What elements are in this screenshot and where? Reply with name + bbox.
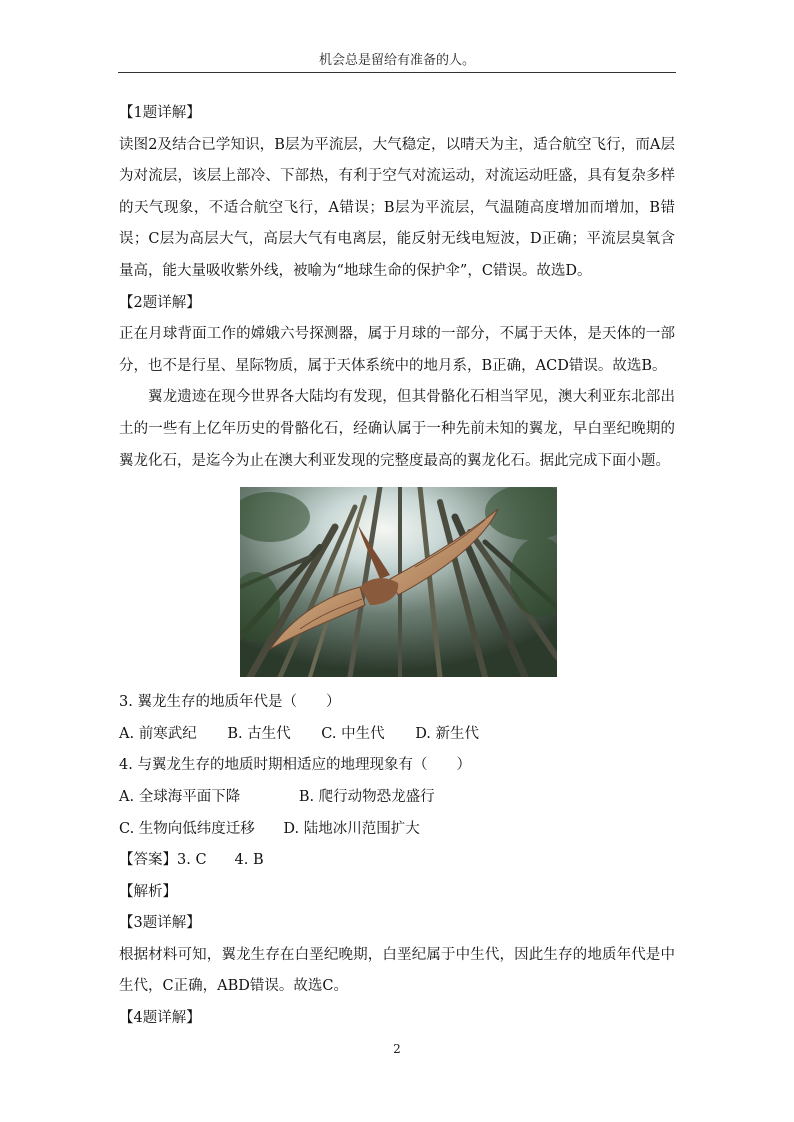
q3-option-d: D. 新生代 xyxy=(415,725,480,742)
section3-body: 根据材料可知，翼龙生存在白垩纪晚期，白垩纪属于中生代，因此生存的地质年代是中生代，C正确，ABD错误。故选C。 xyxy=(119,946,675,995)
q3-stem: 3. 翼龙生存的地质年代是（ ） xyxy=(119,694,341,711)
answer-q3: 3. C xyxy=(177,852,207,869)
q4-option-b: B. 爬行动物恐龙盛行 xyxy=(298,788,435,805)
document-body xyxy=(119,98,675,1035)
section4-heading: 【4题详解】 xyxy=(119,1010,201,1027)
page-number: 2 xyxy=(393,1042,401,1056)
q4-option-a: A. 全球海平面下降 xyxy=(119,788,241,805)
q3-option-b: B. 古生代 xyxy=(227,725,291,742)
section2-body: 正在月球背面工作的嫦娥六号探测器，属于月球的一部分，不属于天体，是天体的一部分，也不是行星、星际物质，属于天体系统中的地月系，B正确，ACD错误。故选B。 xyxy=(119,326,675,374)
header-divider xyxy=(118,72,676,73)
section1-heading: 【1题详解】 xyxy=(119,105,201,121)
q4-option-c: C. 生物向低纬度迁移 xyxy=(119,820,255,837)
q4-options-row1 xyxy=(119,782,675,814)
answer-label: 【答案】 xyxy=(119,852,177,869)
q3-option-a: A. 前寒武纪 xyxy=(119,725,197,742)
page-header: 机会总是留给有准备的人。 xyxy=(318,53,475,68)
answer-line xyxy=(119,845,675,877)
section1-body: 读图2及结合已学知识，B层为平流层，大气稳定，以晴天为主，适合航空飞行，而A层为对流层，该层上部冷、下部热，有利于空气对流运动，对流运动旺盛，具有复杂多样的天气现象，不适合航空飞行，A错误；B层为平流层，气温随高度增加而增加，B错误；C层为高层大气，高层大气有电离层，能反射无线电短波，D正确；平流层臭氧含量高，能大量吸收紫外线，被喻为“地球生命的保护伞”，C错误。故选D。 xyxy=(119,136,675,279)
section2-heading: 【2题详解】 xyxy=(119,294,201,311)
section3-heading: 【3题详解】 xyxy=(119,915,201,932)
q4-options-row2 xyxy=(119,814,675,846)
q3-option-c: C. 中生代 xyxy=(321,725,385,742)
analysis-label: 【解析】 xyxy=(119,883,177,900)
q4-option-d: D. 陆地冰川范围扩大 xyxy=(283,820,420,837)
q3-options xyxy=(119,719,675,751)
answer-q4: 4. B xyxy=(234,852,264,869)
q4-stem: 4. 与翼龙生存的地质时期相适应的地理现象有（ ） xyxy=(119,757,471,774)
pterosaur-photo xyxy=(240,487,557,677)
material-paragraph: 翼龙遗迹在现今世界各大陆均有发现，但其骨骼化石相当罕见，澳大利亚东北部出土的一些有上亿年历史的骨骼化石，经确认属于一种先前未知的翼龙，早白垩纪晚期的翼龙化石，是迄今为止在澳大利亚发现的完整度最高的翼龙化石。据此完成下面小题。 xyxy=(119,389,675,469)
